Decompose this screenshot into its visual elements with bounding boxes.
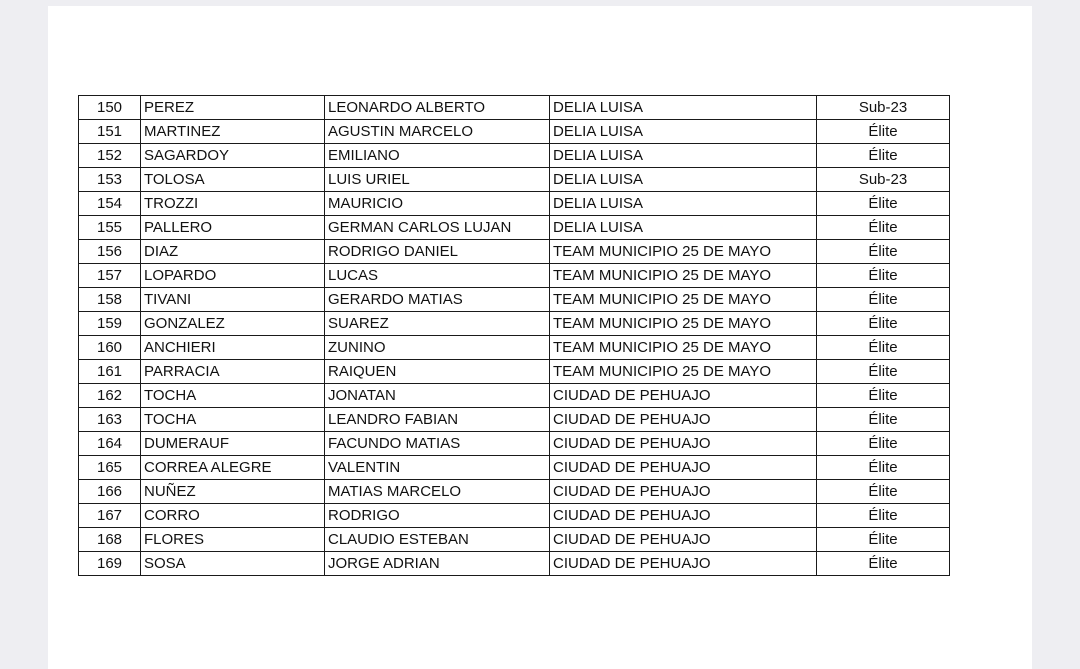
rider-given-name: AGUSTIN MARCELO bbox=[325, 120, 550, 144]
rider-surname: ANCHIERI bbox=[141, 336, 325, 360]
table-row bbox=[79, 384, 950, 408]
rider-category: Élite bbox=[817, 120, 950, 144]
table-row bbox=[79, 528, 950, 552]
rider-given-name: LEANDRO FABIAN bbox=[325, 408, 550, 432]
rider-team: CIUDAD DE PEHUAJO bbox=[550, 528, 817, 552]
rider-table bbox=[78, 95, 950, 576]
rider-category: Élite bbox=[817, 192, 950, 216]
rider-surname: DIAZ bbox=[141, 240, 325, 264]
rider-team: CIUDAD DE PEHUAJO bbox=[550, 504, 817, 528]
rider-given-name: LEONARDO ALBERTO bbox=[325, 96, 550, 120]
rider-team: CIUDAD DE PEHUAJO bbox=[550, 456, 817, 480]
rider-team: DELIA LUISA bbox=[550, 96, 817, 120]
rider-given-name: LUCAS bbox=[325, 264, 550, 288]
table-row bbox=[79, 120, 950, 144]
rider-number: 155 bbox=[79, 216, 141, 240]
table-row bbox=[79, 144, 950, 168]
rider-surname: PARRACIA bbox=[141, 360, 325, 384]
rider-category: Sub-23 bbox=[817, 168, 950, 192]
table-row bbox=[79, 288, 950, 312]
rider-given-name: GERARDO MATIAS bbox=[325, 288, 550, 312]
rider-team: TEAM MUNICIPIO 25 DE MAYO bbox=[550, 336, 817, 360]
rider-given-name: GERMAN CARLOS LUJAN bbox=[325, 216, 550, 240]
rider-number: 160 bbox=[79, 336, 141, 360]
rider-category: Élite bbox=[817, 432, 950, 456]
table-row bbox=[79, 264, 950, 288]
rider-number: 159 bbox=[79, 312, 141, 336]
rider-given-name: JORGE ADRIAN bbox=[325, 552, 550, 576]
rider-surname: CORREA ALEGRE bbox=[141, 456, 325, 480]
rider-surname: TOCHA bbox=[141, 408, 325, 432]
table-row bbox=[79, 216, 950, 240]
rider-number: 164 bbox=[79, 432, 141, 456]
rider-given-name: MATIAS MARCELO bbox=[325, 480, 550, 504]
rider-given-name: EMILIANO bbox=[325, 144, 550, 168]
document-page bbox=[48, 6, 1032, 669]
rider-category: Élite bbox=[817, 336, 950, 360]
rider-surname: TOCHA bbox=[141, 384, 325, 408]
rider-surname: SAGARDOY bbox=[141, 144, 325, 168]
rider-team: TEAM MUNICIPIO 25 DE MAYO bbox=[550, 264, 817, 288]
rider-team: TEAM MUNICIPIO 25 DE MAYO bbox=[550, 240, 817, 264]
rider-category: Élite bbox=[817, 240, 950, 264]
rider-number: 156 bbox=[79, 240, 141, 264]
table-row bbox=[79, 168, 950, 192]
rider-surname: PALLERO bbox=[141, 216, 325, 240]
rider-category: Élite bbox=[817, 552, 950, 576]
rider-given-name: SUAREZ bbox=[325, 312, 550, 336]
rider-number: 167 bbox=[79, 504, 141, 528]
rider-number: 153 bbox=[79, 168, 141, 192]
table-row bbox=[79, 504, 950, 528]
rider-category: Élite bbox=[817, 264, 950, 288]
rider-surname: DUMERAUF bbox=[141, 432, 325, 456]
rider-category: Élite bbox=[817, 216, 950, 240]
table-row bbox=[79, 96, 950, 120]
rider-team: CIUDAD DE PEHUAJO bbox=[550, 384, 817, 408]
rider-surname: MARTINEZ bbox=[141, 120, 325, 144]
rider-category: Élite bbox=[817, 480, 950, 504]
table-row bbox=[79, 192, 950, 216]
rider-number: 168 bbox=[79, 528, 141, 552]
rider-category: Élite bbox=[817, 144, 950, 168]
rider-given-name: JONATAN bbox=[325, 384, 550, 408]
table-row bbox=[79, 480, 950, 504]
rider-team: TEAM MUNICIPIO 25 DE MAYO bbox=[550, 360, 817, 384]
rider-surname: LOPARDO bbox=[141, 264, 325, 288]
rider-team: CIUDAD DE PEHUAJO bbox=[550, 552, 817, 576]
rider-team: CIUDAD DE PEHUAJO bbox=[550, 408, 817, 432]
rider-surname: NUÑEZ bbox=[141, 480, 325, 504]
rider-given-name: LUIS URIEL bbox=[325, 168, 550, 192]
rider-team: DELIA LUISA bbox=[550, 120, 817, 144]
rider-surname: GONZALEZ bbox=[141, 312, 325, 336]
rider-given-name: FACUNDO MATIAS bbox=[325, 432, 550, 456]
rider-given-name: RODRIGO DANIEL bbox=[325, 240, 550, 264]
rider-given-name: RAIQUEN bbox=[325, 360, 550, 384]
rider-category: Sub-23 bbox=[817, 96, 950, 120]
rider-given-name: MAURICIO bbox=[325, 192, 550, 216]
rider-given-name: RODRIGO bbox=[325, 504, 550, 528]
rider-number: 163 bbox=[79, 408, 141, 432]
rider-category: Élite bbox=[817, 384, 950, 408]
rider-surname: SOSA bbox=[141, 552, 325, 576]
rider-number: 161 bbox=[79, 360, 141, 384]
rider-given-name: VALENTIN bbox=[325, 456, 550, 480]
rider-number: 151 bbox=[79, 120, 141, 144]
rider-team: TEAM MUNICIPIO 25 DE MAYO bbox=[550, 288, 817, 312]
table-row bbox=[79, 336, 950, 360]
rider-team: DELIA LUISA bbox=[550, 192, 817, 216]
table-row bbox=[79, 312, 950, 336]
rider-category: Élite bbox=[817, 456, 950, 480]
rider-given-name: ZUNINO bbox=[325, 336, 550, 360]
rider-number: 152 bbox=[79, 144, 141, 168]
rider-number: 169 bbox=[79, 552, 141, 576]
rider-table-body bbox=[79, 96, 950, 576]
table-row bbox=[79, 552, 950, 576]
rider-surname: CORRO bbox=[141, 504, 325, 528]
rider-category: Élite bbox=[817, 288, 950, 312]
rider-surname: TOLOSA bbox=[141, 168, 325, 192]
rider-team: TEAM MUNICIPIO 25 DE MAYO bbox=[550, 312, 817, 336]
rider-surname: FLORES bbox=[141, 528, 325, 552]
table-row bbox=[79, 456, 950, 480]
table-row bbox=[79, 360, 950, 384]
rider-number: 162 bbox=[79, 384, 141, 408]
rider-team: DELIA LUISA bbox=[550, 216, 817, 240]
rider-team: DELIA LUISA bbox=[550, 144, 817, 168]
rider-surname: TIVANI bbox=[141, 288, 325, 312]
rider-surname: TROZZI bbox=[141, 192, 325, 216]
rider-number: 158 bbox=[79, 288, 141, 312]
rider-category: Élite bbox=[817, 504, 950, 528]
table-row bbox=[79, 408, 950, 432]
rider-number: 157 bbox=[79, 264, 141, 288]
rider-category: Élite bbox=[817, 408, 950, 432]
table-row bbox=[79, 432, 950, 456]
rider-number: 150 bbox=[79, 96, 141, 120]
rider-given-name: CLAUDIO ESTEBAN bbox=[325, 528, 550, 552]
rider-category: Élite bbox=[817, 360, 950, 384]
rider-number: 165 bbox=[79, 456, 141, 480]
rider-team: CIUDAD DE PEHUAJO bbox=[550, 432, 817, 456]
rider-team: DELIA LUISA bbox=[550, 168, 817, 192]
table-row bbox=[79, 240, 950, 264]
rider-number: 154 bbox=[79, 192, 141, 216]
rider-surname: PEREZ bbox=[141, 96, 325, 120]
rider-team: CIUDAD DE PEHUAJO bbox=[550, 480, 817, 504]
rider-category: Élite bbox=[817, 528, 950, 552]
rider-number: 166 bbox=[79, 480, 141, 504]
rider-category: Élite bbox=[817, 312, 950, 336]
